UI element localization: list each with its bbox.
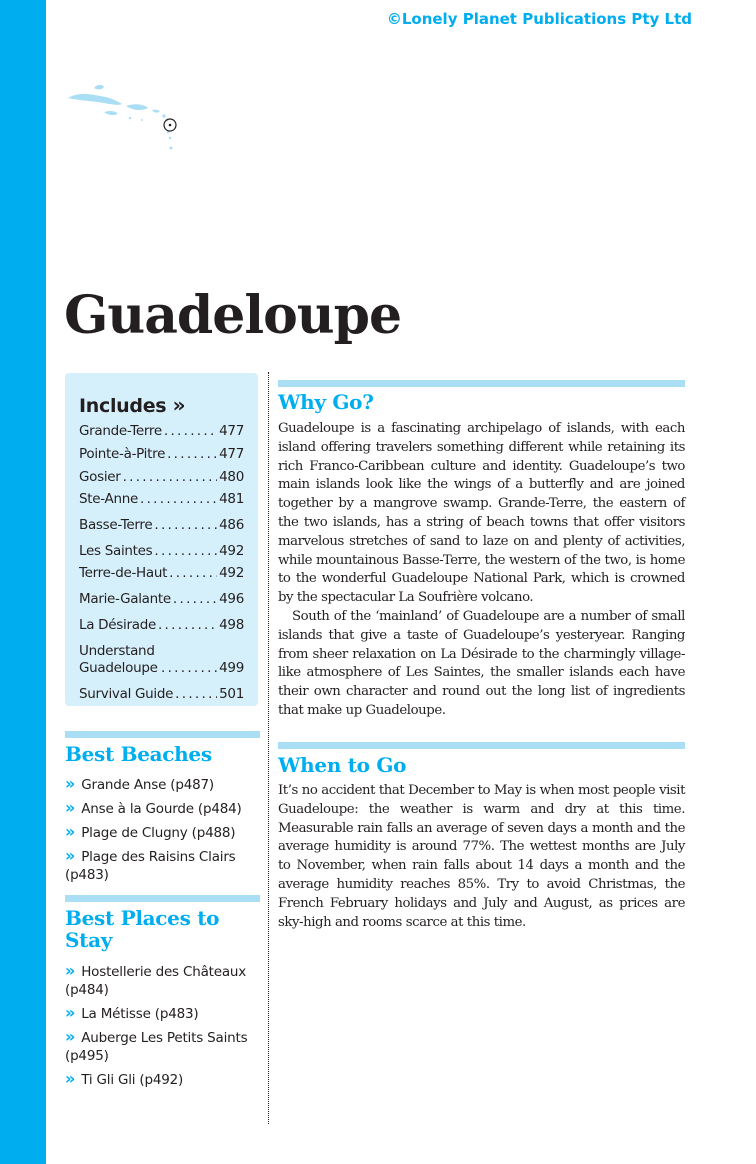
includes-box [65,373,258,706]
list-item[interactable] [65,962,260,999]
paragraph: Guadeloupe is a fascinating archipelago of islands, with each island offering travelers something different while retaining its rich Franco-Caribbean culture and identity. Guadeloupe’s two main islands look like the wings of a butterfly and are joined together by a mangrove swamp. Grande-Terre, the eastern of the two islands, has a string of beach towns that offer visitors marvelous stretches of sand to laze on and plenty of activities, while mountainous Basse-Terre, the western of the two, is home to the wonderful Guadeloupe National Park, which is crowned by the spectacular La Soufrière volcano. [278,421,685,606]
list-item-text: Plage des Raisins Clairs (p483) [65,849,236,883]
chevron-icon: » [65,822,76,841]
includes-item-name: Ste-Anne [79,491,138,507]
includes-item-name: Marie-Galante [79,591,171,607]
list-item[interactable] [65,1004,260,1023]
list-item[interactable] [65,847,260,884]
includes-item[interactable] [79,469,244,486]
dot-leader [175,686,217,703]
includes-item-name: Basse-Terre [79,517,153,533]
section-bar [278,742,685,749]
best-places-list [65,962,260,1094]
page-title: Guadeloupe [64,285,402,346]
chevron-icon: » [65,961,76,980]
includes-item-page: 477 [219,423,244,439]
includes-heading-label: Includes [79,395,167,417]
list-item[interactable] [65,823,260,842]
list-item[interactable] [65,799,260,818]
includes-item[interactable] [79,617,244,634]
double-chevron-icon: » [172,393,186,417]
includes-item[interactable] [79,565,244,582]
best-beaches-title: Best Beaches [65,742,212,766]
includes-item[interactable] [79,643,244,677]
copyright-notice: ©Lonely Planet Publications Pty Ltd [386,10,692,28]
chevron-icon: » [65,846,76,865]
dot-leader [154,543,217,560]
dot-leader [167,446,217,463]
section-bar [278,380,685,387]
dot-leader [164,423,217,440]
includes-item-name: Les Saintes [79,543,153,559]
chevron-icon: » [65,1003,76,1022]
includes-item[interactable] [79,591,244,608]
list-item[interactable] [65,775,260,794]
chevron-icon: » [65,1069,76,1088]
dot-leader [140,491,217,508]
includes-item-name: La Désirade [79,617,156,633]
includes-item-page: 477 [219,446,244,462]
when-to-go-title: When to Go [278,753,407,777]
includes-item-page: 480 [219,469,244,485]
includes-item[interactable] [79,491,244,508]
includes-item[interactable] [79,517,244,534]
chevron-icon: » [65,774,76,793]
includes-item[interactable] [79,686,244,703]
dot-leader [154,517,217,534]
includes-item[interactable] [79,423,244,440]
caribbean-locator-map-icon [64,70,194,160]
includes-item-name: Grande-Terre [79,423,162,439]
includes-heading [79,393,244,417]
list-item-text: Anse à la Gourde (p484) [81,801,242,817]
list-item-text: Plage de Clugny (p488) [81,825,236,841]
list-item[interactable] [65,1070,260,1089]
list-item-text: Auberge Les Petits Saints (p495) [65,1030,248,1064]
includes-item-page: 499 [219,660,244,676]
dot-leader [161,660,217,677]
side-color-bar [0,0,46,1164]
dot-leader [123,469,218,486]
includes-item-page: 496 [219,591,244,607]
best-beaches-list [65,775,260,889]
paragraph: South of the ‘mainland’ of Guadeloupe are a number of small islands that give a taste of Guadeloupe’s yesteryear. Ranging from sheer relaxation on La Désirade to the charmingly village-like atmosphere of Les Saintes, the smaller islands each have their own character and round out the long list of ingredients that make up Guadeloupe. [278,608,685,718]
includes-item[interactable] [79,543,244,560]
best-places-title: Best Places to Stay [65,906,220,952]
list-item-text: Grande Anse (p487) [81,777,214,793]
includes-item-name: Understand Guadeloupe [79,643,158,676]
list-item-text: Hostellerie des Châteaux (p484) [65,964,247,998]
when-to-go-body [278,782,685,932]
list-item[interactable] [65,1028,260,1065]
includes-item[interactable] [79,446,244,463]
list-item-text: La Métisse (p483) [81,1006,199,1022]
includes-item-name: Pointe-à-Pitre [79,446,166,462]
why-go-title: Why Go? [278,390,374,414]
includes-item-page: 492 [219,543,244,559]
includes-item-name: Survival Guide [79,686,174,702]
section-bar [65,731,260,738]
dot-leader [158,617,217,634]
paragraph: It’s no accident that December to May is when most people visit Guadeloupe: the weather is warm and dry at this time. Measurable rain falls an average of seven days a month and the average humidity is around 77%. The wettest months are July to November, when rain falls about 14 days a month and the average humidity reaches 85%. Try to avoid Christmas, the French February holidays and July and August, as prices are sky-high and rooms scarce at this time. [278,783,685,930]
includes-item-page: 481 [219,491,244,507]
includes-item-page: 492 [219,565,244,581]
list-item-text: Ti Gli Gli (p492) [81,1072,184,1088]
includes-item-page: 501 [219,686,244,702]
includes-item-name: Gosier [79,469,121,485]
chevron-icon: » [65,1027,76,1046]
dot-leader [169,565,217,582]
includes-item-name: Terre-de-Haut [79,565,168,581]
column-divider [268,372,269,1124]
chevron-icon: » [65,798,76,817]
dot-leader [173,591,217,608]
why-go-body [278,420,685,721]
includes-item-page: 498 [219,617,244,633]
section-bar [65,895,260,902]
includes-item-page: 486 [219,517,244,533]
